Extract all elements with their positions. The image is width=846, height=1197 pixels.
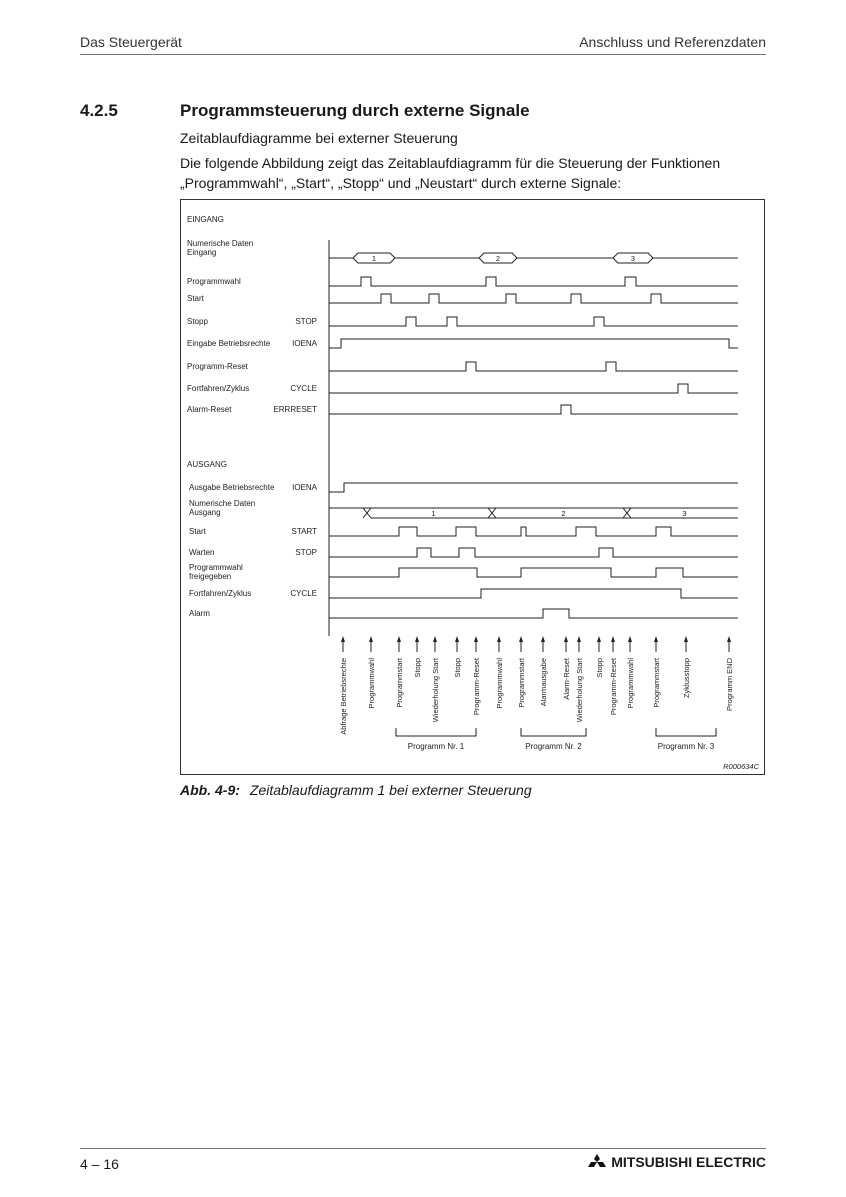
output-label: freigegeben — [189, 572, 232, 581]
data-output-value: 2 — [561, 509, 566, 518]
event-arrow-head — [727, 636, 731, 642]
input-label: Stopp — [187, 317, 208, 326]
event-arrow-head — [341, 636, 345, 642]
data-input-value: 3 — [630, 254, 636, 263]
program-label: Programm Nr. 2 — [525, 742, 582, 751]
event-arrow-head — [684, 636, 688, 642]
output-label: Fortfahren/Zyklus — [189, 589, 252, 598]
errreset-input-wave — [329, 405, 738, 414]
event-label: Stopp — [453, 658, 462, 678]
stop-input-wave — [329, 317, 738, 326]
event-label: Programmstart — [517, 658, 526, 708]
programmwahl-input-wave — [329, 277, 738, 286]
start-input-wave — [329, 294, 738, 303]
programmwahl-frei-output-wave — [329, 568, 738, 577]
start-output-wave — [329, 527, 738, 536]
output-signal: START — [291, 527, 317, 536]
input-label: Fortfahren/Zyklus — [187, 384, 250, 393]
output-label: Numerische Daten — [189, 499, 256, 508]
data-output-bus — [623, 508, 738, 518]
event-arrow-head — [497, 636, 501, 642]
event-label: Programmstart — [395, 658, 404, 708]
input-label: Eingabe Betriebsrechte — [187, 339, 271, 348]
reset-input-wave — [329, 362, 738, 371]
event-label: Programmstart — [652, 658, 661, 708]
input-label: Numerische Daten — [187, 239, 254, 248]
alarm-output-wave — [329, 609, 738, 618]
data-output-value: 1 — [431, 509, 436, 518]
event-label: Alarm-Reset — [562, 658, 571, 700]
figure-code: R000634C — [723, 762, 759, 771]
program-bracket — [521, 728, 586, 736]
section-title: Programmsteuerung durch externe Signale — [180, 101, 530, 120]
data-output-value: 3 — [682, 509, 687, 518]
event-arrow-head — [654, 636, 658, 642]
caption-text: Zeitablaufdiagramm 1 bei externer Steuerung — [249, 782, 532, 798]
figure-caption — [180, 782, 532, 798]
program-bracket — [656, 728, 716, 736]
event-arrow-head — [597, 636, 601, 642]
event-label: Stopp — [595, 658, 604, 678]
event-arrow-head — [474, 636, 478, 642]
input-signal: IOENA — [292, 339, 317, 348]
input-heading: EINGANG — [187, 215, 224, 224]
event-arrow-head — [564, 636, 568, 642]
data-output-bus — [488, 508, 631, 518]
output-signal: CYCLE — [290, 589, 317, 598]
input-label: Alarm-Reset — [187, 405, 232, 414]
output-label: Start — [189, 527, 206, 536]
output-label: Programmwahl — [189, 563, 243, 572]
input-signal: CYCLE — [290, 384, 317, 393]
event-label: Programm-Reset — [609, 658, 618, 716]
data-input-value: 2 — [495, 254, 501, 263]
event-arrow-head — [369, 636, 373, 642]
header-section: Anschluss und Referenzdaten — [579, 34, 766, 50]
timing-diagram-svg — [181, 200, 766, 776]
header-rule — [80, 54, 766, 55]
output-label: Ausgabe Betriebsrechte — [189, 483, 275, 492]
event-label: Programmwahl — [626, 658, 635, 709]
program-label: Programm Nr. 1 — [407, 742, 465, 751]
event-label: Programmwahl — [495, 658, 504, 709]
event-label: Wiederholung Start — [575, 658, 584, 723]
event-arrow-head — [577, 636, 581, 642]
output-heading: AUSGANG — [187, 460, 228, 469]
output-label: Alarm — [189, 609, 210, 618]
output-signal: STOP — [295, 548, 317, 557]
event-arrow-head — [519, 636, 523, 642]
event-arrow-head — [541, 636, 545, 642]
event-label: Programm-Reset — [472, 658, 481, 716]
caption-label: Abb. 4-9: — [180, 782, 240, 798]
input-label: Programmwahl — [187, 277, 241, 286]
input-label: Programm-Reset — [187, 362, 248, 371]
event-arrow-head — [415, 636, 419, 642]
input-label: Start — [187, 294, 204, 303]
event-label: Alarmausgabe — [539, 658, 548, 707]
brand-name: MITSUBISHI ELECTRIC — [611, 1154, 766, 1170]
ioena-input-wave — [329, 339, 738, 348]
stop-output-wave — [329, 548, 738, 557]
input-signal: STOP — [295, 317, 317, 326]
event-arrow-head — [455, 636, 459, 642]
three-diamonds-icon — [587, 1154, 607, 1170]
output-label: Warten — [189, 548, 215, 557]
page-number: 4 – 16 — [80, 1156, 119, 1172]
brand-logo — [587, 1154, 766, 1170]
event-label: Zyklusstopp — [682, 658, 691, 699]
event-label: Wiederholung Start — [431, 658, 440, 723]
program-bracket — [396, 728, 476, 736]
intro-paragraph: Die folgende Abbildung zeigt das Zeitablaufdiagramm für die Steuerung der Funktionen „Programmwahl“, „Start“, „Stopp“ und „Neustart“ durch externe Signale: — [180, 155, 721, 191]
ioena-output-wave — [329, 483, 738, 492]
cycle-output-wave — [329, 589, 738, 598]
output-label: Ausgang — [189, 508, 221, 517]
section-number: 4.2.5 — [80, 101, 118, 120]
timing-diagram — [180, 199, 765, 775]
input-label: Eingang — [187, 248, 217, 257]
cycle-input-wave — [329, 384, 738, 393]
header-chapter: Das Steuergerät — [80, 34, 182, 50]
event-label: Programmwahl — [367, 658, 376, 709]
event-arrow-head — [611, 636, 615, 642]
event-arrow-head — [433, 636, 437, 642]
data-input-value: 1 — [371, 254, 377, 263]
event-arrow-head — [628, 636, 632, 642]
footer-rule — [80, 1148, 766, 1149]
program-label: Programm Nr. 3 — [657, 742, 715, 751]
input-signal: ERRRESET — [273, 405, 317, 414]
event-arrow-head — [397, 636, 401, 642]
event-label: Programm END — [725, 658, 734, 711]
event-label: Abfrage Betriebsrechte — [339, 658, 348, 735]
section-subtitle: Zeitablaufdiagramme bei externer Steuerung — [180, 130, 458, 146]
data-output-bus — [363, 508, 496, 518]
output-signal: IOENA — [292, 483, 317, 492]
event-label: Stopp — [413, 658, 422, 678]
